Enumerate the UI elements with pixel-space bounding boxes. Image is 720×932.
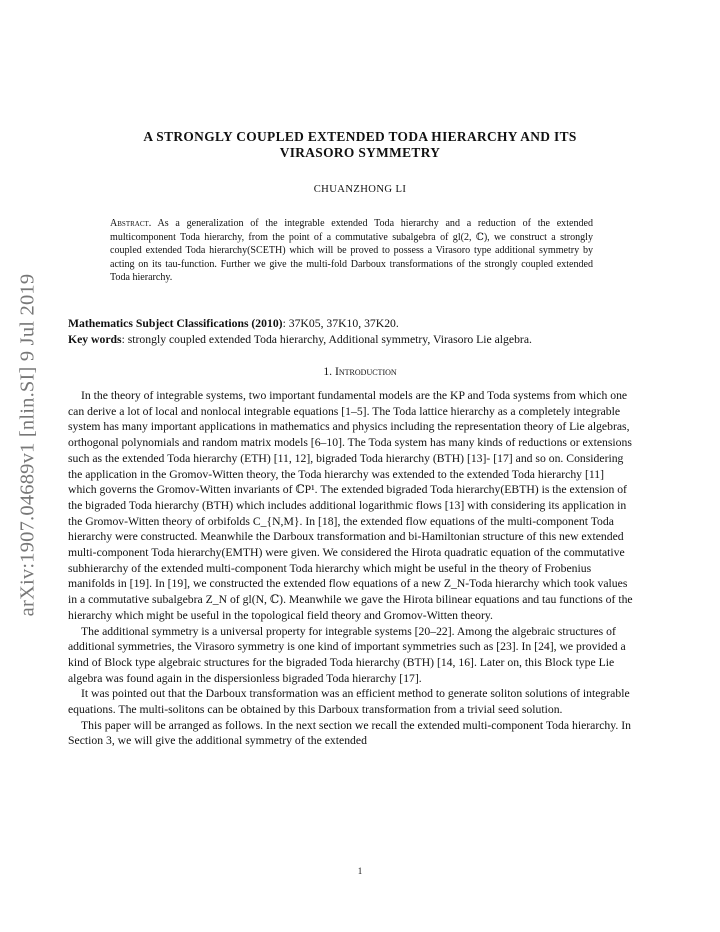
keywords-line	[68, 332, 643, 348]
keywords-text: : strongly coupled extended Toda hierarchy, Additional symmetry, Virasoro Lie algebra.	[121, 333, 532, 346]
section-heading-introduction: 1. Introduction	[323, 365, 397, 378]
title-line-2: VIRASORO SYMMETRY	[279, 145, 441, 160]
paragraph-3: It was pointed out that the Darboux transformation was an efficient method to generate soliton solutions of integrable equations. The multi-solitons can be obtained by this Darboux transformation from a trivial seed solution.	[68, 687, 630, 717]
msc-line	[68, 316, 643, 332]
paragraph-1: In the theory of integrable systems, two important fundamental models are the KP and Toda systems from which one can derive a lot of local and nonlocal integrable equations [1–5]. The Toda lattice hierarchy as a completely integrable system has many important applications in mathematics and physics including the representation theory of Lie algebras, orthogonal polynomials and random matrix models [6–10]. The Toda system has many kinds of reductions or extensions such as the extended Toda hierarchy (ETH) [11, 12], bigraded Toda hierarchy (BTH) [13]- [17] and so on. Considering the application in the Gromov-Witten theory, the Toda hierarchy was extended to the extended Toda hierarchy [11] which governs the Gromov-Witten invariants of ℂP¹. The extended bigraded Toda hierarchy(EBTH) is the extension of the bigraded Toda hierarchy (BTH) which includes additional logarithmic flows [13] with considering its application in the Gromov-Witten theory of orbifolds C_{N,M}. In [18], the extended flow equations of the multi-component Toda hierarchy were constructed. Meanwhile the Darboux transformation and bi-Hamiltonian structure of this new extended multi-component Toda hierarchy(EMTH) were given. We considered the Hirota quadratic equation of the commutative subhierarchy of the extended multi-component Toda hierarchy which might be useful in the theory of Frobenius manifolds in [19]. In [19], we constructed the extended flow equations of a new Z_N-Toda hierarchy which took values in a commutative subalgebra Z_N of gl(N, ℂ). Meanwhile we gave the Hirota bilinear equations and tau functions of the hierarchy which might be useful in the topological field theory and Gromov-Witten theory.	[68, 389, 633, 622]
title-line-1: A STRONGLY COUPLED EXTENDED TODA HIERARCHY AND ITS	[143, 129, 577, 144]
abstract-heading: Abstract.	[110, 218, 152, 229]
arxiv-stamp-text: arXiv:1907.04689v1 [nlin.SI] 9 Jul 2019	[16, 273, 39, 617]
paragraph-2: The additional symmetry is a universal property for integrable systems [20–22]. Among the algebraic structures of additional symmetries, the Virasoro symmetry is one kind of important symmetries such as [23]. In [24], we provided a kind of Block type algebraic structures for the bigraded Toda hierarchy (BTH) [14, 16]. Later on, this Block type Lie algebra was found again in the dispersionless bigraded Toda hierarchy [17].	[68, 624, 626, 685]
keywords-label: Key words	[68, 333, 122, 346]
msc-label: Mathematics Subject Classifications (2010)	[68, 317, 283, 330]
abstract-text: As a generalization of the integrable extended Toda hierarchy and a reduction of the extended multicomponent Toda hierarchy, from the point of a commutative subalgebra of gl(2, ℂ), we construct a strongly coupled extended Toda hierarchy(SCETH) which will be proved to possess a Virasoro type additional symmetry by acting on its tau-function. Further we give the multi-fold Darboux transformations of the strongly coupled extended Toda hierarchy.	[110, 218, 593, 284]
paragraph-4: This paper will be arranged as follows. In the next section we recall the extended multi-component Toda hierarchy. In Section 3, we will give the additional symmetry of the extended	[68, 718, 631, 748]
msc-codes: : 37K05, 37K10, 37K20.	[282, 317, 399, 330]
introduction-body	[68, 388, 635, 749]
author-name: CHUANZHONG LI	[313, 184, 407, 195]
arxiv-identifier-stamp	[8, 245, 48, 645]
page-number: 1	[357, 866, 363, 876]
abstract-block	[110, 217, 593, 285]
paper-title	[60, 129, 660, 161]
